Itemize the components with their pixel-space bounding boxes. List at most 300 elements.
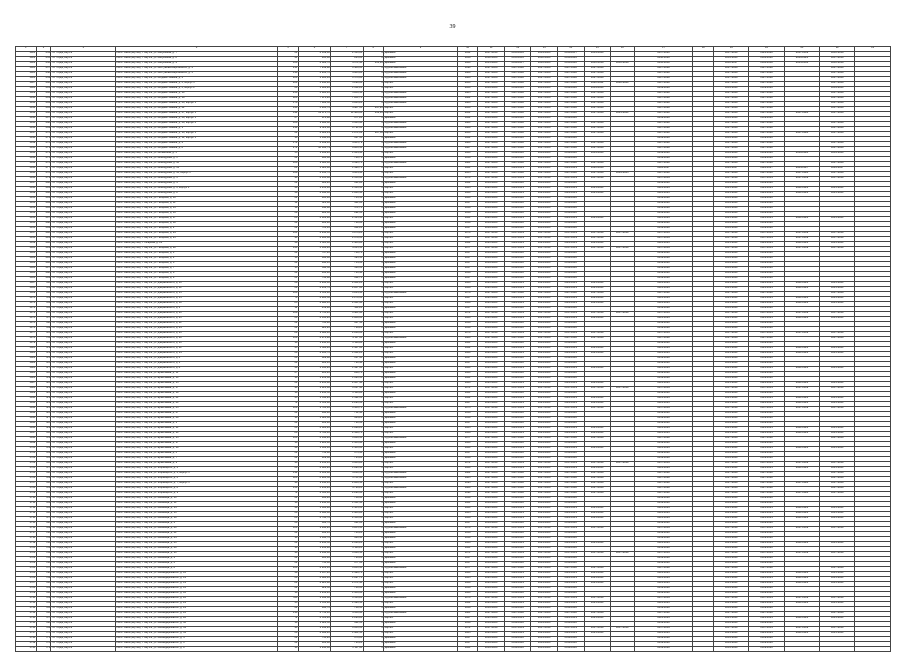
table-cell: 1 030,70 [298, 536, 330, 541]
table-cell: 2019-2020 [714, 441, 749, 446]
table-cell: Респ. Саха (Якутия), г. Якутск, ул. Каландаришвили, д. 26 [116, 611, 278, 616]
table-cell: Респ. Саха (Якутия), г. Якутск, ул. Дзержинского, д. 2 [116, 306, 278, 311]
table-cell: 0 [363, 206, 384, 211]
table-cell: 85 [278, 301, 299, 306]
table-cell: 2021-2023 [714, 301, 749, 306]
table-cell: Респ. Саха (Якутия), г. Якутск, ул. Гагарина, д. 28 [116, 246, 278, 251]
table-cell: 1651 [16, 201, 37, 206]
table-cell: 1657 [16, 231, 37, 236]
table-cell: 2019-2020 [749, 306, 784, 311]
table-cell: 2027-2028 [714, 336, 749, 341]
table-cell: 749,90 [331, 496, 363, 501]
column-number-17: 17 [634, 47, 693, 52]
table-cell: 2027-2028 [557, 91, 584, 96]
table-cell: 2019-2020 [749, 116, 784, 121]
table-cell: 2021-2023 [531, 426, 558, 431]
table-cell: 3 088,30 [298, 331, 330, 336]
table-cell: 2021-2023 [634, 296, 693, 301]
table-cell: 1 392,10 [331, 396, 363, 401]
table-cell: 0 [363, 166, 384, 171]
table-cell: 694 [36, 251, 51, 256]
table-cell: 2019-2020 [634, 251, 693, 256]
table-cell: 2021-2023 [714, 316, 749, 321]
table-cell: 2021-2023 [478, 296, 505, 301]
table-cell: 24 [278, 251, 299, 256]
table-cell: 2017-2019 [784, 246, 819, 251]
table-cell: 2027-2028 [634, 436, 693, 441]
table-cell: 677,20 [331, 116, 363, 121]
table-cell: Респ. Саха (Якутия), г. Якутск, ул. Бестужева-Марлинского, д. 5 [116, 71, 278, 76]
table-cell: 2021-2023 [478, 426, 505, 431]
table-cell: 720 [36, 381, 51, 386]
table-cell: 1977 [457, 566, 478, 571]
table-cell: 1967 [457, 401, 478, 406]
table-cell: 0 [363, 441, 384, 446]
table-cell: 1728 [16, 586, 37, 591]
column-number-18: 18 [693, 47, 714, 52]
table-cell: ГО "город Якутск" [51, 576, 116, 581]
table-cell: 733,20 [331, 641, 363, 646]
table-cell: 36 [278, 646, 299, 651]
table-cell: 2021-2023 [634, 216, 693, 221]
table-cell: ГО "город Якутск" [51, 491, 116, 496]
table-cell: 1648 [16, 186, 37, 191]
table-cell: 1668 [16, 286, 37, 291]
table-cell: Крупнопанельный [384, 121, 458, 126]
table-cell: 2017-2019 [634, 551, 693, 556]
table-cell: 2016-2018 [820, 51, 855, 56]
table-cell: 2021-2023 [584, 346, 611, 351]
table-cell: ГО "город Якутск" [51, 231, 116, 236]
table-cell: Респ. Саха (Якутия), г. Якутск, ул. Кальвица, д. 30 [116, 551, 278, 556]
table-cell: ГО "город Якутск" [51, 616, 116, 621]
table-cell: 1968 [457, 516, 478, 521]
table-cell: Крупнопанельный [384, 471, 458, 476]
table-cell: 2027-2028 [531, 121, 558, 126]
table-cell: Дешевое [384, 546, 458, 551]
table-cell: 2027-2028 [557, 336, 584, 341]
table-cell: 1631 [16, 101, 37, 106]
table-cell: 1971 [457, 386, 478, 391]
table-cell: Дешевое [384, 451, 458, 456]
table-cell: 2019-2020 [714, 591, 749, 596]
table-cell: 1647 [16, 181, 37, 186]
table-cell: 2019-2020 [478, 441, 505, 446]
table-cell: Респ. Саха (Якутия), г. Якутск, ул. Богдана Чижика, д. 29, корпус 1 [116, 116, 278, 121]
table-cell: 2019-2020 [478, 256, 505, 261]
table-cell: 2021-2023 [557, 401, 584, 406]
table-cell: Респ. Саха (Якутия), г. Якутск, ул. Винокурова, д. 3 [116, 176, 278, 181]
table-cell: 2019-2020 [478, 371, 505, 376]
table-cell: ГО "город Якутск" [51, 106, 116, 111]
table-cell: Респ. Саха (Якутия), г. Якутск, ул. Гагарина, д. 7 [116, 266, 278, 271]
table-cell: 1957 [457, 521, 478, 526]
table-cell: 2021-2023 [504, 191, 531, 196]
table-cell: 2019-2020 [478, 201, 505, 206]
table-cell: Кирпич [384, 491, 458, 496]
table-cell: 2019-2020 [634, 546, 693, 551]
table-cell: 4 005,79 [331, 141, 363, 146]
table-cell: 2019-2020 [749, 321, 784, 326]
table-cell: 2021-2023 [557, 516, 584, 521]
table-cell: 1958 [457, 321, 478, 326]
table-cell: ГО "город Якутск" [51, 86, 116, 91]
table-cell: 3 710,40 [298, 311, 330, 316]
table-cell: 700 [36, 281, 51, 286]
table-cell: 2027-2028 [557, 131, 584, 136]
table-cell: 2019-2020 [478, 621, 505, 626]
table-cell: Крупнопанельный [384, 611, 458, 616]
table-cell: 1970 [457, 331, 478, 336]
table-cell: 0 [363, 66, 384, 71]
table-cell: 2027-2028 [504, 71, 531, 76]
table-cell: ГО "город Якутск" [51, 211, 116, 216]
table-cell: 2021-2023 [634, 601, 693, 606]
table-cell: Кирпич [384, 346, 458, 351]
table-cell: 2021-2023 [634, 301, 693, 306]
table-cell: 670 [36, 131, 51, 136]
table-cell: 2019-2020 [749, 501, 784, 506]
table-cell: 0 [363, 256, 384, 261]
table-cell: 2024-2027 [784, 166, 819, 171]
table-cell: 2027-2028 [531, 96, 558, 101]
table-cell: 2027-2028 [504, 121, 531, 126]
table-cell: Дешевое [384, 321, 458, 326]
table-cell: 2019-2020 [557, 156, 584, 161]
table-cell: 2019-2020 [749, 86, 784, 91]
table-cell: 2027-2028 [749, 71, 784, 76]
table-cell: 740 [36, 481, 51, 486]
table-cell: 80 [278, 431, 299, 436]
table-cell: 2 050,20 [298, 316, 330, 321]
table-cell: 24 [278, 361, 299, 366]
table-cell: 732 [36, 441, 51, 446]
table-cell: 2017-2019 [478, 236, 505, 241]
table-cell: 24 [278, 196, 299, 201]
table-cell: 658 [36, 71, 51, 76]
table-cell: 2019-2020 [714, 606, 749, 611]
table-cell: 2027-2028 [749, 131, 784, 136]
table-cell: 687 [36, 216, 51, 221]
table-cell: 2027-2028 [584, 161, 611, 166]
table-cell: 0 [363, 491, 384, 496]
table-cell: 0 [363, 466, 384, 471]
table-cell: 674 [36, 151, 51, 156]
table-cell: 2027-2028 [531, 171, 558, 176]
table-cell: 1962 [457, 396, 478, 401]
table-cell: 1958 [457, 211, 478, 216]
table-cell: 2027-2028 [820, 336, 855, 341]
table-cell: 2021-2023 [714, 506, 749, 511]
table-cell: 1659 [16, 241, 37, 246]
table-cell: 3 342,20 [298, 626, 330, 631]
table-cell: ГО "город Якутск" [51, 401, 116, 406]
table-cell: 1 113,20 [331, 546, 363, 551]
table-cell: 2016-2022 [557, 56, 584, 61]
table-cell: 2027-2028 [749, 476, 784, 481]
table-cell: 2021-2023 [504, 366, 531, 371]
table-cell: 1984 [457, 486, 478, 491]
table-cell: 0 [363, 406, 384, 411]
table-cell: 2021-2023 [557, 286, 584, 291]
table-cell: 2021-2023 [634, 316, 693, 321]
table-cell: ГО "город Якутск" [51, 536, 116, 541]
table-cell: 2019-2020 [634, 451, 693, 456]
table-cell: 2017-2019 [784, 231, 819, 236]
table-cell: 1962 [457, 241, 478, 246]
table-cell: 1635 [16, 121, 37, 126]
table-cell: 2019-2020 [504, 521, 531, 526]
table-cell: Респ. Саха (Якутия), г. Якутск, ул. Кальвица, д. 24 [116, 536, 278, 541]
table-cell: 704 [36, 301, 51, 306]
table-cell: Респ. Саха (Якутия), г. Якутск, ул. Каландаришвили, д. 34 [116, 631, 278, 636]
table-cell: ГО "город Якутск" [51, 601, 116, 606]
table-cell: 2017-2019 [749, 231, 784, 236]
table-cell: 2027-2028 [557, 491, 584, 496]
table-cell: 24 [278, 271, 299, 276]
table-cell: 2017-2019 [557, 626, 584, 631]
table-cell: 3 140,10 [298, 481, 330, 486]
table-cell: 5 761,90 [331, 476, 363, 481]
table-cell: 2021-2023 [784, 446, 819, 451]
table-cell: 2019-2020 [634, 306, 693, 311]
table-cell: 1958 [457, 206, 478, 211]
table-cell: Респ. Саха (Якутия), г. Якутск, ул. Богдана Чижика, д. 6, корпус 2 [116, 86, 278, 91]
table-cell: 2017-2019 [478, 551, 505, 556]
table-cell: 2019-2020 [714, 456, 749, 461]
table-cell: 2021-2023 [531, 216, 558, 221]
table-cell: 2019-2020 [504, 606, 531, 611]
table-cell: 2027-2028 [749, 66, 784, 71]
table-cell: ГО "город Якутск" [51, 131, 116, 136]
table-cell: Респ. Саха (Якутия), г. Якутск, ул. Каландаришвили, д. 16 [116, 586, 278, 591]
table-cell: 2019-2020 [749, 251, 784, 256]
table-cell: 1658 [16, 236, 37, 241]
table-cell: 682 [36, 191, 51, 196]
table-cell: 2 510,30 [298, 491, 330, 496]
table-cell: 2021-2023 [478, 541, 505, 546]
table-cell: 810,30 [298, 556, 330, 561]
table-cell: Респ. Саха (Якутия), г. Якутск, ул. Гагарина, д. 24 [116, 231, 278, 236]
table-cell [611, 646, 635, 651]
table-cell: ГО "город Якутск" [51, 586, 116, 591]
table-cell: 24 [278, 641, 299, 646]
table-cell: 2019-2020 [714, 376, 749, 381]
table-cell: 4 399,30 [298, 141, 330, 146]
table-cell: 2019-2020 [557, 421, 584, 426]
table-cell: 2021-2023 [504, 296, 531, 301]
table-cell: 2017-2019 [504, 386, 531, 391]
table-cell: 2019-2020 [478, 136, 505, 141]
table-cell: 1959 [457, 496, 478, 501]
table-cell: 2021-2023 [504, 166, 531, 171]
table-cell: 706 [36, 311, 51, 316]
table-cell: 1 400,80 [331, 241, 363, 246]
table-cell: 461,00 [331, 201, 363, 206]
table-cell: 2019-2020 [749, 261, 784, 266]
table-cell: 2019-2020 [478, 151, 505, 156]
table-cell: 1642 [16, 156, 37, 161]
table-cell: 2019-2020 [478, 641, 505, 646]
table-cell: 2019-2020 [557, 376, 584, 381]
table-cell: 2021-2023 [749, 401, 784, 406]
table-cell: 2027-2028 [749, 161, 784, 166]
table-cell: ГО "город Якутск" [51, 216, 116, 221]
table-cell: 2027-2028 [714, 566, 749, 571]
table-cell: 2021-2023 [584, 581, 611, 586]
table-cell: 0 [363, 366, 384, 371]
table-cell: 2017-2019 [820, 406, 855, 411]
table-cell: 1 806,40 [298, 86, 330, 91]
table-cell: 2019-2020 [504, 391, 531, 396]
table-cell: Кирпич [384, 231, 458, 236]
table-cell: 2021-2023 [531, 346, 558, 351]
table-cell: 22 [278, 636, 299, 641]
table-cell: Респ. Саха (Якутия), г. Якутск, ул. Богдана Чижика, д. 18 [116, 96, 278, 101]
table-cell: 1 893,40 [331, 466, 363, 471]
table-cell: 712 [36, 341, 51, 346]
table-cell: 2027-2028 [584, 566, 611, 571]
table-cell: 4 752,30 [298, 611, 330, 616]
table-cell: 1967 [457, 616, 478, 621]
table-cell: 1965 [457, 576, 478, 581]
table-cell: 2027-2028 [634, 486, 693, 491]
table-cell: 2027-2028 [531, 111, 558, 116]
column-number-21: 21 [784, 47, 819, 52]
table-cell: 1 852,40 [298, 151, 330, 156]
table-cell: 1639 [16, 141, 37, 146]
table-cell: 701,10 [298, 226, 330, 231]
table-cell: 2027-2028 [714, 96, 749, 101]
table-cell: Респ. Саха (Якутия), г. Якутск, ул. Винокурова, д. 8 [116, 191, 278, 196]
table-cell: 2021-2023 [531, 511, 558, 516]
table-cell: Респ. Саха (Якутия), г. Якутск, ул. Дзержинского, д. 32 [116, 346, 278, 351]
table-cell: 2027-2028 [584, 71, 611, 76]
table-cell: 2019-2020 [557, 606, 584, 611]
table-cell: 693 [36, 246, 51, 251]
table-cell: 2019-2020 [478, 646, 505, 651]
table-cell: 2 516,40 [298, 616, 330, 621]
table-cell: 2021-2023 [820, 601, 855, 606]
table-cell: 2027-2028 [584, 66, 611, 71]
table-cell: 451,30 [363, 61, 384, 66]
table-cell: 1 551,90 [298, 601, 330, 606]
table-cell: 2019-2020 [531, 271, 558, 276]
table-cell: 0 [363, 586, 384, 591]
table-cell: 2019-2020 [749, 636, 784, 641]
column-number-14: 14 [557, 47, 584, 52]
table-cell: Крупнопанельный [384, 126, 458, 131]
table-cell: 2027-2028 [634, 161, 693, 166]
table-cell: 72 [278, 401, 299, 406]
table-cell: 1982 [457, 471, 478, 476]
table-cell: 1 244,00 [298, 501, 330, 506]
table-cell: 2021-2023 [557, 296, 584, 301]
table-cell: 9 523,00 [298, 126, 330, 131]
table-cell: 0 [363, 641, 384, 646]
table-cell: 2019-2020 [714, 451, 749, 456]
table-cell: ГО "город Якутск" [51, 246, 116, 251]
table-cell: 754,10 [331, 261, 363, 266]
table-cell: 2021-2023 [557, 581, 584, 586]
table-cell: 2 293,10 [331, 401, 363, 406]
table-cell: 735 [36, 456, 51, 461]
table-cell: 1646 [16, 176, 37, 181]
table-cell: 2017-2019 [478, 526, 505, 531]
table-cell: 2021-2023 [784, 191, 819, 196]
table-cell: 1959 [457, 326, 478, 331]
table-cell: 2027-2028 [531, 101, 558, 106]
table-cell: 1 040,65 [298, 136, 330, 141]
table-cell: 2021-2023 [478, 281, 505, 286]
table-cell: 2019-2020 [634, 226, 693, 231]
table-cell: 655 [36, 56, 51, 61]
table-cell: 1733 [16, 611, 37, 616]
table-cell: Респ. Саха (Якутия), г. Якутск, ул. Дзержинского, д. 30 [116, 341, 278, 346]
table-cell: 2027-2028 [784, 491, 819, 496]
table-cell: 3 900,85 [298, 76, 330, 81]
table-cell: 1974 [457, 526, 478, 531]
table-cell: Респ. Саха (Якутия), г. Якутск, ул. Богдана Чижика, д. 8 [116, 146, 278, 151]
table-cell: 2019-2020 [504, 641, 531, 646]
table-cell: ГО "город Якутск" [51, 256, 116, 261]
table-cell: 2021-2023 [634, 631, 693, 636]
table-cell: 2 007,40 [331, 381, 363, 386]
table-cell: 2027-2028 [504, 76, 531, 81]
table-cell: 200 [278, 76, 299, 81]
table-cell: ГО "город Якутск" [51, 206, 116, 211]
table-cell: ГО "город Якутск" [51, 76, 116, 81]
table-cell: 0 [363, 391, 384, 396]
table-cell: ГО "город Якутск" [51, 56, 116, 61]
table-cell: 2017-2019 [749, 331, 784, 336]
table-cell: 2019-2020 [749, 156, 784, 161]
table-cell: 2021-2023 [784, 506, 819, 511]
table-cell: 2021-2023 [820, 346, 855, 351]
table-cell: 683,40 [298, 181, 330, 186]
table-cell: 2019-2020 [531, 451, 558, 456]
table-cell: 672 [36, 141, 51, 146]
table-cell: 120 [278, 436, 299, 441]
table-cell: 2027-2028 [557, 486, 584, 491]
table-cell: 754 [36, 551, 51, 556]
table-cell: 0 [363, 576, 384, 581]
table-cell: 2021-2023 [504, 216, 531, 221]
table-cell: 844,10 [298, 261, 330, 266]
table-cell: ГО "город Якутск" [51, 621, 116, 626]
table-cell: 2017-2019 [531, 331, 558, 336]
table-cell: 2021-2023 [584, 281, 611, 286]
table-cell: 2027-2028 [504, 566, 531, 571]
table-cell: 3 849,30 [331, 436, 363, 441]
table-cell: Дешевое [384, 641, 458, 646]
table-cell: ГО "город Якутск" [51, 426, 116, 431]
table-cell: 0 [363, 591, 384, 596]
table-cell: 2019-2020 [749, 181, 784, 186]
table-cell: 2017-2019 [634, 236, 693, 241]
table-cell: 3 456,70 [331, 406, 363, 411]
table-cell: 1957 [457, 641, 478, 646]
table-cell: 763 [36, 596, 51, 601]
table-cell: 2021-2023 [531, 631, 558, 636]
table-cell: 679 [36, 176, 51, 181]
table-cell: Респ. Саха (Якутия), г. Якутск, ул. Кальвица, д. 6 [116, 561, 278, 566]
table-cell: 2021-2023 [820, 281, 855, 286]
table-cell: Крупнопанельный [384, 406, 458, 411]
table-cell: 709,70 [331, 251, 363, 256]
table-cell: ГО "город Якутск" [51, 236, 116, 241]
table-cell: 2019-2020 [531, 86, 558, 91]
